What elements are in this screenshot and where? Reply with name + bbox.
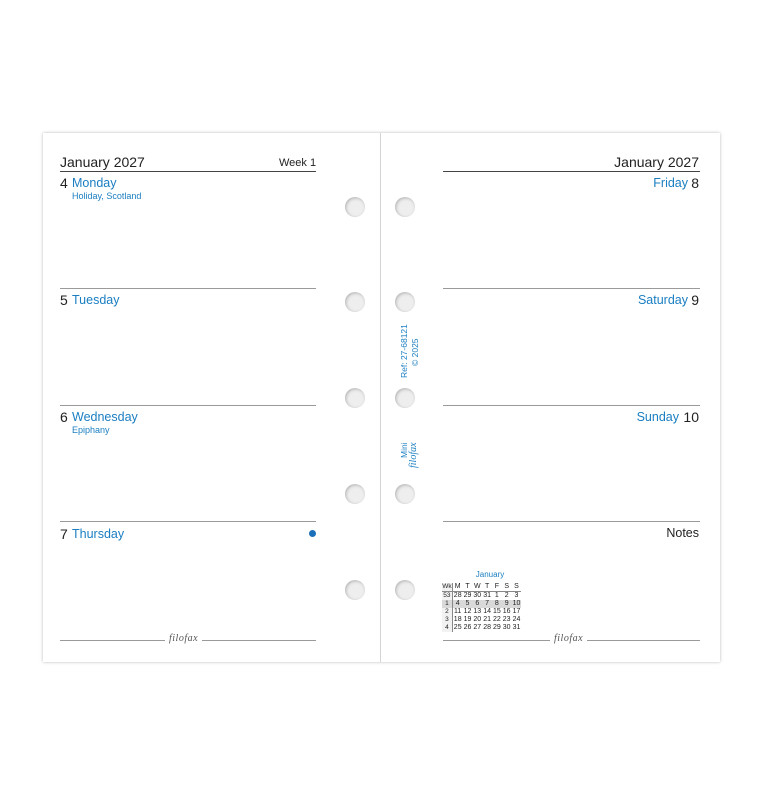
header-rule (60, 171, 316, 172)
day-rule (60, 405, 316, 406)
calendar-cell: 12 (463, 608, 472, 615)
calendar-cell: 8 (492, 600, 502, 608)
calendar-cell: 2 (504, 592, 509, 599)
calendar-cell: 10 (512, 600, 521, 607)
day-number: 10 (683, 409, 699, 425)
ring-hole (395, 388, 415, 408)
filofax-logo: filofax (550, 633, 587, 644)
calendar-cell: 11 (454, 608, 462, 615)
calendar-cell: 18 (453, 616, 462, 623)
calendar-cell: 17 (512, 608, 521, 615)
ring-hole (395, 580, 415, 600)
calendar-cell: 20 (473, 616, 482, 623)
calendar-cell: 21 (483, 616, 491, 623)
calendar-cell: 1 (494, 592, 499, 599)
mini-calendar (442, 570, 530, 632)
planner-spread (43, 133, 720, 662)
calendar-cell: 3 (442, 616, 452, 624)
calendar-header: S (502, 583, 512, 592)
day-event: Holiday, Scotland (72, 191, 142, 201)
calendar-week-row (442, 608, 521, 616)
day-name: Friday (653, 176, 688, 190)
filofax-logo: filofax (165, 633, 202, 644)
calendar-week-row-current (442, 600, 521, 608)
calendar-cell: 4 (452, 600, 462, 608)
calendar-cell: 31 (483, 592, 491, 599)
copyright: © 2025 (410, 338, 420, 366)
calendar-cell: 9 (502, 600, 512, 608)
ring-hole (345, 388, 365, 408)
calendar-cell: 5 (463, 600, 473, 608)
day-number: 6 (60, 409, 68, 425)
calendar-cell: 30 (502, 624, 511, 631)
calendar-cell: 23 (502, 616, 511, 623)
ring-hole (345, 580, 365, 600)
week-number: Week 1 (279, 157, 317, 169)
day-name: Wednesday (72, 410, 138, 424)
day-number: 9 (691, 292, 699, 308)
calendar-cell: 25 (453, 624, 462, 631)
ref-number: Ref: 27-68121 (399, 324, 409, 378)
day-name: Sunday (636, 410, 679, 424)
calendar-header: Wk (442, 583, 452, 590)
mini-calendar-grid (442, 583, 521, 632)
day-rule (443, 405, 700, 406)
ring-hole (345, 197, 365, 217)
calendar-cell: 29 (492, 624, 501, 631)
day-number: 7 (60, 526, 68, 542)
calendar-cell: 13 (473, 608, 482, 615)
calendar-cell: 28 (483, 624, 491, 631)
ring-hole (395, 197, 415, 217)
calendar-cell: 31 (512, 624, 521, 631)
day-name: Saturday (637, 293, 688, 307)
calendar-cell: 53 (443, 592, 451, 599)
calendar-cell: 22 (492, 616, 501, 623)
ring-hole (395, 484, 415, 504)
size-label: Mini (399, 442, 409, 458)
page-divider (380, 133, 381, 662)
calendar-cell: 16 (502, 608, 511, 615)
ring-hole (395, 292, 415, 312)
day-rule (60, 521, 316, 522)
day-number: 8 (691, 175, 699, 191)
day-rule (443, 521, 700, 522)
calendar-header: S (512, 583, 522, 592)
calendar-cell: 27 (473, 624, 482, 631)
right-month-year: January 2027 (614, 154, 699, 170)
calendar-cell: 19 (463, 616, 472, 623)
day-event: Epiphany (72, 425, 110, 435)
calendar-header: W (473, 583, 481, 590)
ring-hole (345, 292, 365, 312)
day-number: 4 (60, 175, 68, 191)
calendar-cell: 15 (492, 608, 501, 615)
calendar-header: T (463, 583, 473, 592)
spine-brand: filofax (408, 442, 419, 468)
calendar-cell: 26 (463, 624, 472, 631)
calendar-cell: 4 (442, 624, 452, 632)
day-name: Thursday (72, 527, 125, 541)
day-name: Tuesday (72, 293, 120, 307)
left-month-year: January 2027 (60, 154, 145, 170)
calendar-header: F (492, 583, 502, 592)
calendar-header: M (452, 583, 462, 592)
moon-phase-dot (309, 530, 316, 537)
day-rule (60, 288, 316, 289)
mini-calendar-title: January (475, 570, 505, 579)
calendar-cell: 2 (442, 608, 452, 616)
calendar-cell: 3 (514, 592, 519, 599)
day-number: 5 (60, 292, 68, 308)
calendar-cell: 30 (473, 592, 482, 599)
notes-label: Notes (666, 526, 699, 540)
calendar-week-row (442, 624, 521, 632)
header-rule (443, 171, 700, 172)
calendar-header: T (482, 583, 492, 592)
calendar-cell: 29 (463, 592, 472, 599)
calendar-week-row (442, 592, 521, 601)
calendar-cell: 6 (472, 600, 482, 608)
ring-hole (345, 484, 365, 504)
day-rule (443, 288, 700, 289)
calendar-week-row (442, 616, 521, 624)
day-name: Monday (72, 176, 117, 190)
calendar-cell: 14 (483, 608, 491, 615)
calendar-cell: 24 (512, 616, 521, 623)
calendar-cell: 7 (482, 600, 492, 608)
calendar-cell: 1 (442, 600, 452, 608)
calendar-cell: 28 (453, 592, 462, 599)
